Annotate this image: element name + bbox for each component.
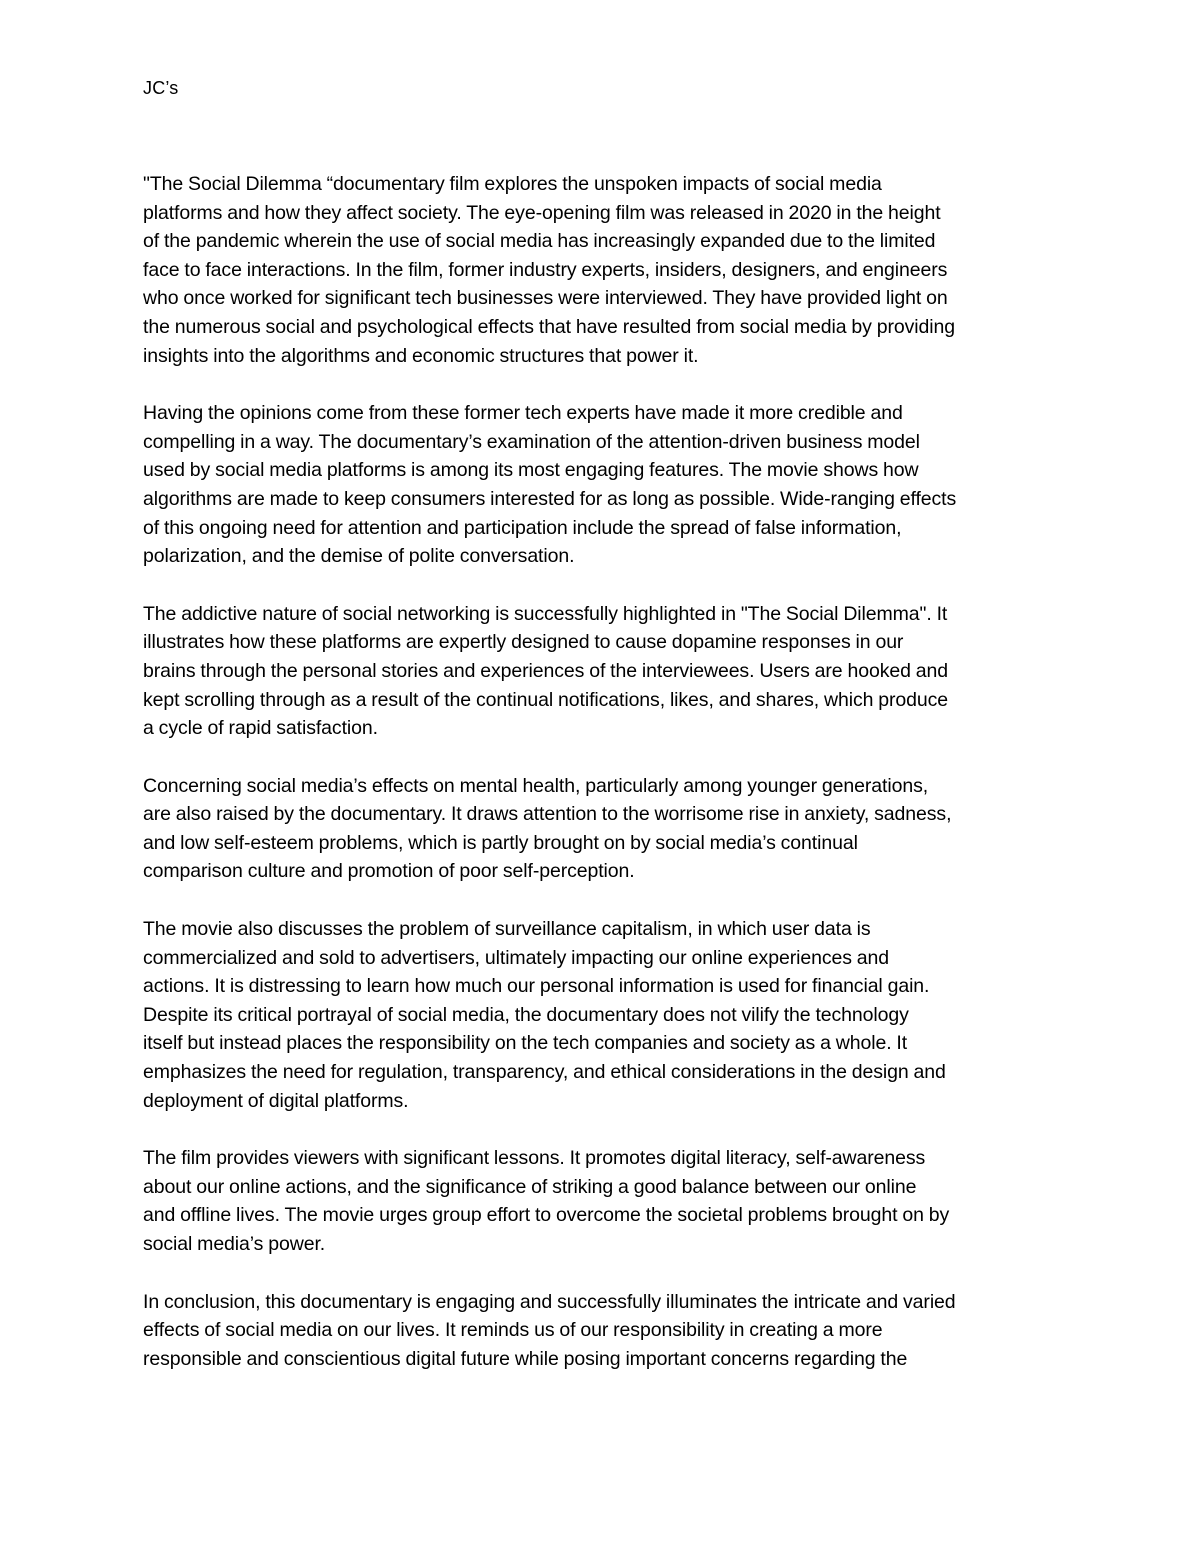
text-line: a cycle of rapid satisfaction. bbox=[143, 717, 378, 740]
text-line: Despite its critical portrayal of social media, the documentary does not vilify the technology bbox=[143, 1003, 909, 1026]
paragraph-3 bbox=[143, 600, 1058, 743]
text-line: The movie also discusses the problem of surveillance capitalism, in which user data is bbox=[143, 918, 871, 941]
text-line: The film provides viewers with significant lessons. It promotes digital literacy, self-awareness bbox=[143, 1147, 926, 1170]
text-line: The addictive nature of social networking is successfully highlighted in "The Social Dilemma". It bbox=[143, 602, 948, 625]
text-line: deployment of digital platforms. bbox=[143, 1089, 409, 1112]
text-line: responsible and conscientious digital future while posing important concerns regarding the bbox=[143, 1347, 908, 1370]
text-line: used by social media platforms is among its most engaging features. The movie shows how bbox=[143, 459, 919, 482]
paragraph-6 bbox=[143, 1144, 1058, 1258]
text-line: polarization, and the demise of polite conversation. bbox=[143, 545, 575, 568]
text-line: Having the opinions come from these former tech experts have made it more credible and bbox=[143, 402, 903, 425]
text-line: compelling in a way. The documentary’s examination of the attention-driven business model bbox=[143, 430, 920, 453]
text-line: and offline lives. The movie urges group effort to overcome the societal problems brought on by bbox=[143, 1204, 950, 1227]
text-line: comparison culture and promotion of poor self-perception. bbox=[143, 860, 635, 883]
paragraph-2 bbox=[143, 399, 1058, 571]
text-line: effects of social media on our lives. It reminds us of our responsibility in creating a more bbox=[143, 1319, 883, 1342]
paragraph-5 bbox=[143, 915, 1058, 1115]
text-line: algorithms are made to keep consumers interested for as long as possible. Wide-ranging effects bbox=[143, 487, 957, 510]
text-line: commercialized and sold to advertisers, ultimately impacting our online experiences and bbox=[143, 946, 890, 969]
text-line: itself but instead places the responsibility on the tech companies and society as a whole. It bbox=[143, 1032, 908, 1055]
text-line: about our online actions, and the significance of striking a good balance between our online bbox=[143, 1175, 917, 1198]
text-line: of this ongoing need for attention and participation include the spread of false information, bbox=[143, 516, 902, 539]
text-line: who once worked for significant tech businesses were interviewed. They have provided light on bbox=[143, 287, 948, 310]
text-line: emphasizes the need for regulation, transparency, and ethical considerations in the design and bbox=[143, 1061, 946, 1084]
text-line: platforms and how they affect society. The eye-opening film was released in 2020 in the height bbox=[143, 201, 941, 224]
text-line: of the pandemic wherein the use of social media has increasingly expanded due to the limited bbox=[143, 230, 936, 253]
text-line: are also raised by the documentary. It draws attention to the worrisome rise in anxiety, sadness, bbox=[143, 803, 952, 826]
document-body bbox=[143, 170, 1058, 1402]
text-line: insights into the algorithms and economic structures that power it. bbox=[143, 344, 699, 367]
text-line: "The Social Dilemma “documentary film explores the unspoken impacts of social media bbox=[143, 173, 882, 195]
paragraph-1 bbox=[143, 170, 1058, 370]
text-line: the numerous social and psychological effects that have resulted from social media by providing bbox=[143, 315, 955, 338]
text-line: kept scrolling through as a result of the continual notifications, likes, and shares, which produce bbox=[143, 688, 949, 711]
text-line: In conclusion, this documentary is engaging and successfully illuminates the intricate and varied bbox=[143, 1290, 956, 1313]
paragraph-7 bbox=[143, 1288, 1058, 1374]
text-line: brains through the personal stories and experiences of the interviewees. Users are hooked and bbox=[143, 659, 948, 682]
text-line: face to face interactions. In the film, former industry experts, insiders, designers, and engineers bbox=[143, 258, 948, 281]
paragraph-4 bbox=[143, 772, 1058, 886]
text-line: Concerning social media’s effects on mental health, particularly among younger generations, bbox=[143, 774, 929, 797]
text-line: and low self-esteem problems, which is partly brought on by social media’s continual bbox=[143, 831, 858, 854]
header-initials: JC’s bbox=[143, 78, 179, 98]
text-line: social media’s power. bbox=[143, 1233, 326, 1255]
text-line: actions. It is distressing to learn how much our personal information is used for financial gain. bbox=[143, 975, 930, 998]
text-line: illustrates how these platforms are expertly designed to cause dopamine responses in our bbox=[143, 631, 904, 654]
